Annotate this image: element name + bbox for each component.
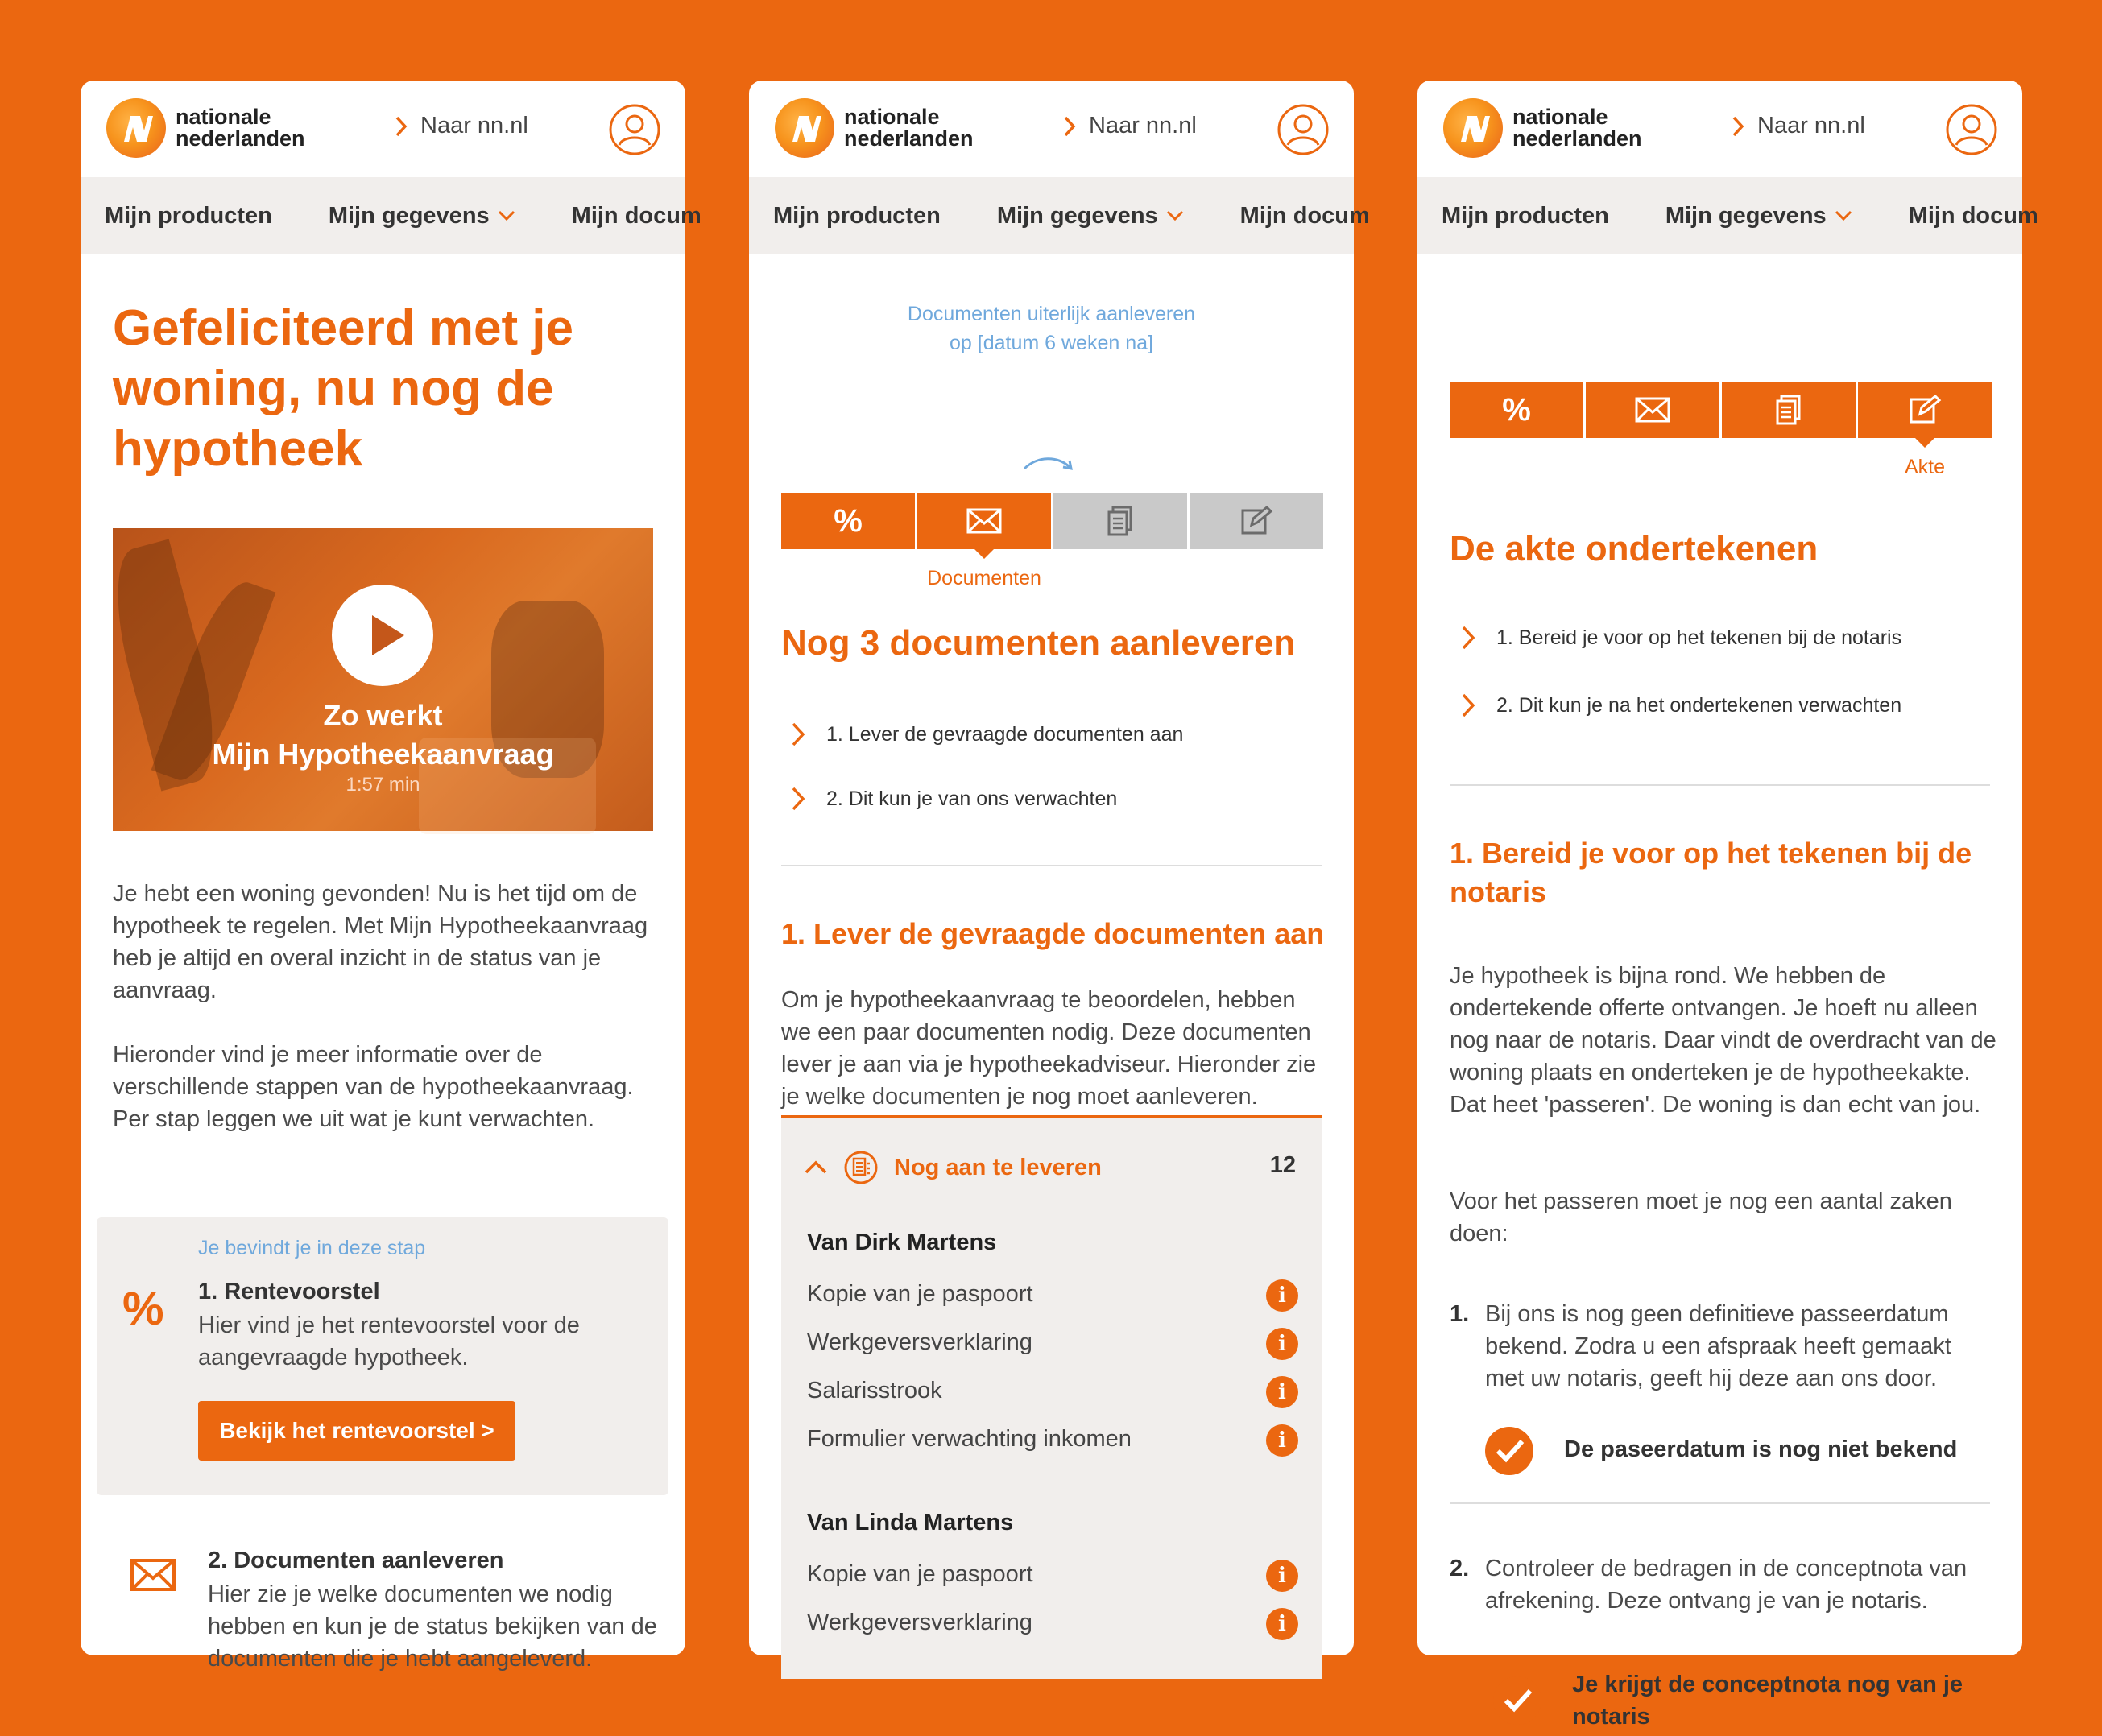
info-icon[interactable]: i	[1266, 1424, 1298, 1457]
percent-icon: %	[834, 502, 863, 539]
tab-documenten[interactable]	[1586, 382, 1719, 438]
step-tabs	[781, 493, 1326, 549]
envelope-icon	[130, 1559, 176, 1591]
naar-nn-link[interactable]: Naar nn.nl	[395, 113, 528, 139]
main-nav	[1417, 177, 2038, 254]
doc-item: Werkgeversverklaring i	[807, 1329, 1298, 1356]
chevron-right-icon	[1732, 115, 1744, 138]
documents-panel-toggle[interactable]: Nog aan te leveren	[804, 1151, 1102, 1184]
doc-group-title: Van Linda Martens	[807, 1510, 1014, 1536]
video-title-line1: Zo werkt	[323, 699, 443, 732]
tab-akte[interactable]	[1190, 493, 1323, 549]
toc-item-1[interactable]: 1. Lever de gevraagde documenten aan	[791, 721, 1183, 747]
list-number: 1.	[1450, 1301, 1470, 1327]
akte-title: De akte ondertekenen	[1450, 529, 1819, 568]
video-player[interactable]	[113, 528, 653, 831]
section-text-2: Voor het passeren moet je nog een aantal zaken doen:	[1450, 1188, 1952, 1246]
current-step-card	[97, 1217, 668, 1495]
main-nav	[749, 177, 1370, 254]
user-account-icon[interactable]	[1945, 103, 1998, 156]
naar-nn-link[interactable]: Naar nn.nl	[1063, 113, 1197, 139]
user-account-icon[interactable]	[1277, 103, 1330, 156]
screen-documents	[749, 81, 1370, 1655]
view-rate-proposal-button[interactable]: Bekijk het rentevoorstel >	[198, 1401, 515, 1461]
tab-offerte[interactable]	[1722, 382, 1856, 438]
section-title: 1. Lever de gevraagde documenten aan	[781, 917, 1325, 950]
chevron-right-icon	[1461, 625, 1475, 651]
user-account-icon[interactable]	[608, 103, 661, 156]
divider	[781, 865, 1322, 866]
info-icon[interactable]: i	[1266, 1560, 1298, 1592]
step-description: Hier vind je het rentevoorstel voor de aangevraagde hypotheek.	[198, 1312, 580, 1370]
active-tab-label: Akte	[1904, 456, 1946, 478]
info-icon[interactable]: i	[1266, 1279, 1298, 1312]
nn-logo-icon	[775, 98, 834, 158]
doc-item: Formulier verwachting inkomen i	[807, 1426, 1298, 1453]
status-text: Je krijgt de conceptnota nog van je notaris	[1572, 1672, 1963, 1730]
envelope-icon	[1635, 397, 1670, 423]
list-text: Bij ons is nog geen definitieve passeerdatum bekend. Zodra u een afspraak heeft gemaakt met uw notaris, geeft hij deze aan ons door.	[1485, 1301, 1951, 1391]
app-header	[81, 81, 685, 177]
chevron-down-icon	[498, 210, 515, 221]
tab-offerte[interactable]	[1053, 493, 1187, 549]
section-text-1: Je hypotheek is bijna rond. We hebben de ondertekende offerte ontvangen. Je hoeft nu alleen nog naar de notaris. Daar vindt de overdracht van de woning plaats en onderteken je de hypotheekakte. Dat heet 'passeren'. De woning is dan echt van jou.	[1450, 963, 1996, 1118]
info-icon[interactable]: i	[1266, 1608, 1298, 1640]
documents-title: Nog 3 documenten aanleveren	[781, 623, 1296, 663]
intro-paragraph-2: Hieronder vind je meer informatie over de verschillende stappen van de hypotheekaanvraag. Per stap leggen we uit wat je kunt verwachten.	[113, 1042, 634, 1132]
video-duration: 1:57 min	[346, 774, 420, 796]
nav-mijn-producten[interactable]: Mijn producten	[1442, 202, 1609, 229]
deadline-hint: Documenten uiterlijk aanleveren op [datum 6 weken na]	[907, 303, 1196, 354]
curved-arrow-icon	[1021, 453, 1078, 477]
list-number: 2.	[1450, 1556, 1470, 1581]
info-icon[interactable]: i	[1266, 1328, 1298, 1360]
active-tab-label: Documenten	[927, 567, 1041, 589]
next-step-title: 2. Documenten aanleveren	[208, 1548, 504, 1573]
nn-logo-icon	[1443, 98, 1503, 158]
chevron-right-icon	[1461, 692, 1475, 718]
current-step-hint: Je bevindt je in deze stap	[198, 1237, 426, 1259]
edit-icon	[1240, 506, 1272, 536]
doc-item: Werkgeversverklaring i	[807, 1610, 1298, 1636]
document-icon	[1775, 395, 1802, 425]
chevron-right-icon	[1063, 115, 1076, 138]
app-header	[1417, 81, 2022, 177]
document-list-icon	[844, 1151, 878, 1184]
checkmark-icon	[1493, 1676, 1541, 1725]
section-text: Om je hypotheekaanvraag te beoordelen, hebben we een paar documenten nodig. Deze documenten lever je aan via je hypotheekadviseur. Hieronder zie je welke documenten je nog moet aanleveren.	[781, 987, 1317, 1110]
edit-icon	[1909, 395, 1941, 425]
nav-mijn-gegevens[interactable]: Mijn gegevens	[997, 203, 1184, 229]
nn-logo[interactable]: nationale nederlanden	[106, 98, 305, 158]
naar-nn-link[interactable]: Naar nn.nl	[1732, 113, 1865, 139]
step-title: 1. Rentevoorstel	[198, 1279, 380, 1304]
next-step-description: Hier zie je welke documenten we nodig hebben en kun je de status bekijken van de documenten die je hebt aangeleverd.	[208, 1581, 657, 1672]
nav-mijn-documenten[interactable]: Mijn docum	[1908, 202, 2038, 229]
envelope-icon	[966, 508, 1002, 534]
nav-mijn-producten[interactable]: Mijn producten	[773, 202, 941, 229]
screen-akte	[1417, 81, 2038, 1730]
chevron-up-icon	[804, 1160, 828, 1175]
chevron-right-icon	[395, 115, 408, 138]
doc-item: Kopie van je paspoort i	[807, 1561, 1298, 1588]
nav-mijn-gegevens[interactable]: Mijn gegevens	[1665, 203, 1852, 229]
doc-item: Salarisstrook i	[807, 1378, 1298, 1404]
documents-count: 12	[1269, 1152, 1296, 1178]
document-icon	[1107, 506, 1134, 536]
step-tabs	[1450, 382, 1994, 438]
chevron-right-icon	[791, 786, 805, 812]
nn-logo-icon	[106, 98, 166, 158]
video-title-line2: Mijn Hypotheekaanvraag	[212, 738, 554, 771]
tab-rentevoorstel[interactable]	[781, 493, 915, 549]
toc-item-1[interactable]: 1. Bereid je voor op het tekenen bij de notaris	[1461, 625, 1901, 651]
intro-paragraph-1: Je hebt een woning gevonden! Nu is het tijd om de hypotheek te regelen. Met Mijn Hypotheekaanvraag heb je altijd en overal inzicht in de status van je aanvraag.	[113, 881, 648, 1003]
divider	[1450, 1502, 1990, 1504]
divider	[1450, 784, 1990, 786]
doc-item: Kopie van je paspoort i	[807, 1281, 1298, 1308]
nav-mijn-gegevens[interactable]: Mijn gegevens	[329, 203, 515, 229]
info-icon[interactable]: i	[1266, 1376, 1298, 1408]
section-title: 1. Bereid je voor op het tekenen bij de notaris	[1450, 837, 1972, 908]
app-header	[749, 81, 1354, 177]
nn-logo[interactable]: nationale nederlanden	[775, 98, 974, 158]
percent-icon: %	[1502, 391, 1531, 428]
nn-logo[interactable]: nationale nederlanden	[1443, 98, 1642, 158]
screen-overview	[81, 81, 701, 1672]
documents-panel	[781, 1115, 1322, 1679]
nav-mijn-producten[interactable]: Mijn producten	[105, 202, 272, 229]
toc-item-2[interactable]: 2. Dit kun je na het ondertekenen verwachten	[1461, 692, 1901, 718]
nav-mijn-documenten[interactable]: Mijn docum	[571, 202, 701, 229]
doc-group-title: Van Dirk Martens	[807, 1230, 997, 1255]
checkmark-icon	[1485, 1427, 1533, 1475]
tab-documenten[interactable]	[917, 493, 1051, 549]
status-text: De paseerdatum is nog niet bekend	[1564, 1436, 1958, 1462]
chevron-down-icon	[1166, 210, 1184, 221]
page-title: Gefeliciteerd met je woning, nu nog de hypotheek	[113, 300, 574, 477]
percent-icon: %	[122, 1283, 164, 1335]
chevron-right-icon	[791, 721, 805, 747]
toc-item-2[interactable]: 2. Dit kun je van ons verwachten	[791, 786, 1117, 812]
tab-akte[interactable]	[1858, 382, 1992, 438]
tab-rentevoorstel[interactable]	[1450, 382, 1583, 438]
list-text: Controleer de bedragen in de conceptnota van afrekening. Deze ontvang je van je notaris.	[1485, 1556, 1968, 1614]
main-nav	[81, 177, 701, 254]
nav-mijn-documenten[interactable]: Mijn docum	[1239, 202, 1370, 229]
chevron-down-icon	[1835, 210, 1852, 221]
play-icon[interactable]	[332, 585, 433, 686]
